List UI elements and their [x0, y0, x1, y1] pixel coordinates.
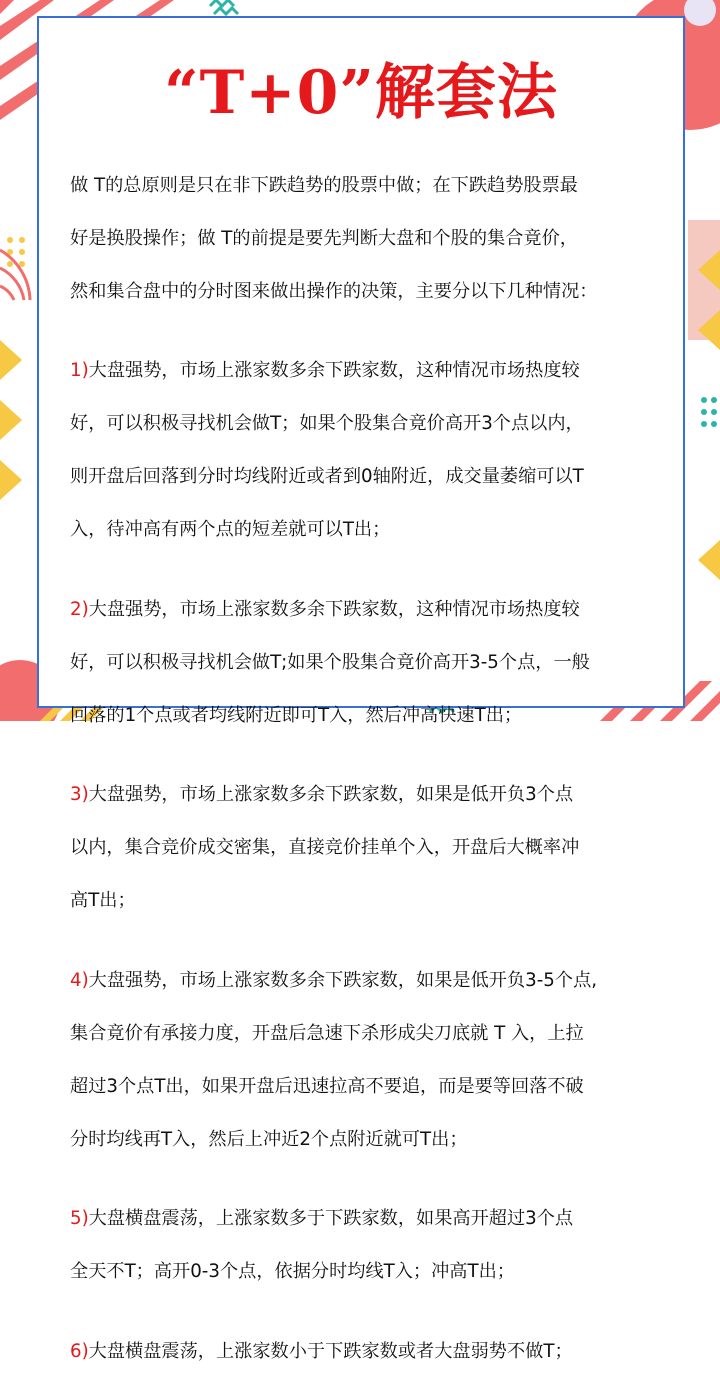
teal-dots-right — [701, 397, 717, 427]
case-number: 5) — [70, 1208, 89, 1229]
case-line: 集合竟价有承接力度，开盘后急速下杀形成尖刀底就 T 入，上拉 — [70, 1022, 584, 1044]
case-line: 入，待冲高有两个点的短差就可以T出； — [70, 519, 391, 540]
case-line: 则开盘后回落到分时均线附近或者到0轴附近，成交量萎缩可以T — [70, 466, 584, 487]
case-line: 2)大盘强势，市场上涨家数多余下跌家数，这种情况市场热度较 — [70, 598, 580, 620]
article-body — [70, 146, 670, 1392]
case-number: 3) — [70, 784, 89, 805]
teal-zigzag-top — [210, 0, 234, 6]
case-line: 好，可以积极寻找机会做T；如果个股集合竟价高开3个点以内， — [70, 413, 584, 434]
case-line: 高T出； — [70, 890, 136, 911]
case-line: 好，可以积极寻找机会做T;如果个股集合竟价高开3-5个点，一般 — [70, 651, 590, 673]
case-line: 分时均线再T入，然后上冲近2个点附近就可T出； — [70, 1128, 468, 1150]
intro-line: 好是换股操作；做 T的前提是要先判断大盘和个股的集合竟价， — [70, 227, 578, 249]
case-line: 回落的1个点或者均线附近即可T入，然后冲高快速T出； — [70, 704, 523, 726]
case-number: 1) — [70, 360, 89, 381]
case-line: 4)大盘强势，市场上涨家数多余下跌家数，如果是低开负3-5个点, — [70, 969, 598, 991]
case-number: 4) — [70, 969, 89, 991]
case-line: 超过3个点T出，如果开盘后迅速拉高不要追，而是要等回落不破 — [70, 1075, 584, 1097]
intro-line: 做 T的总原则是只在非下跌趋势的股票中做；在下跌趋势股票最 — [70, 174, 578, 196]
case-line: 以内，集合竞价成交密集，直接竞价挂单个入，开盘后大概率冲 — [70, 837, 580, 858]
coral-arcs-left — [0, 250, 30, 300]
case-line: 全天不T；高开0-3个点，依据分时均线T入；冲高T出； — [70, 1261, 515, 1282]
intro-line: 然和集合盘中的分时图来做出操作的决策，主要分以下几种情况： — [70, 280, 598, 302]
case-line: 3)大盘强势，市场上涨家数多余下跌家数，如果是低开负3个点 — [70, 784, 574, 805]
page-title: “T+0”解套法 — [164, 58, 558, 128]
case-number: 2) — [70, 598, 89, 620]
case-number: 6) — [70, 1340, 89, 1362]
case-line: 5)大盘横盘震荡，上涨家数多于下跌家数，如果高开超过3个点 — [70, 1208, 574, 1229]
yellow-triangles-left — [0, 340, 22, 500]
case-line: 1)大盘强势，市场上涨家数多余下跌家数，这种情况市场热度较 — [70, 360, 580, 381]
case-line: 6)大盘横盘震荡，上涨家数小于下跌家数或者大盘弱势不做T； — [70, 1340, 573, 1362]
